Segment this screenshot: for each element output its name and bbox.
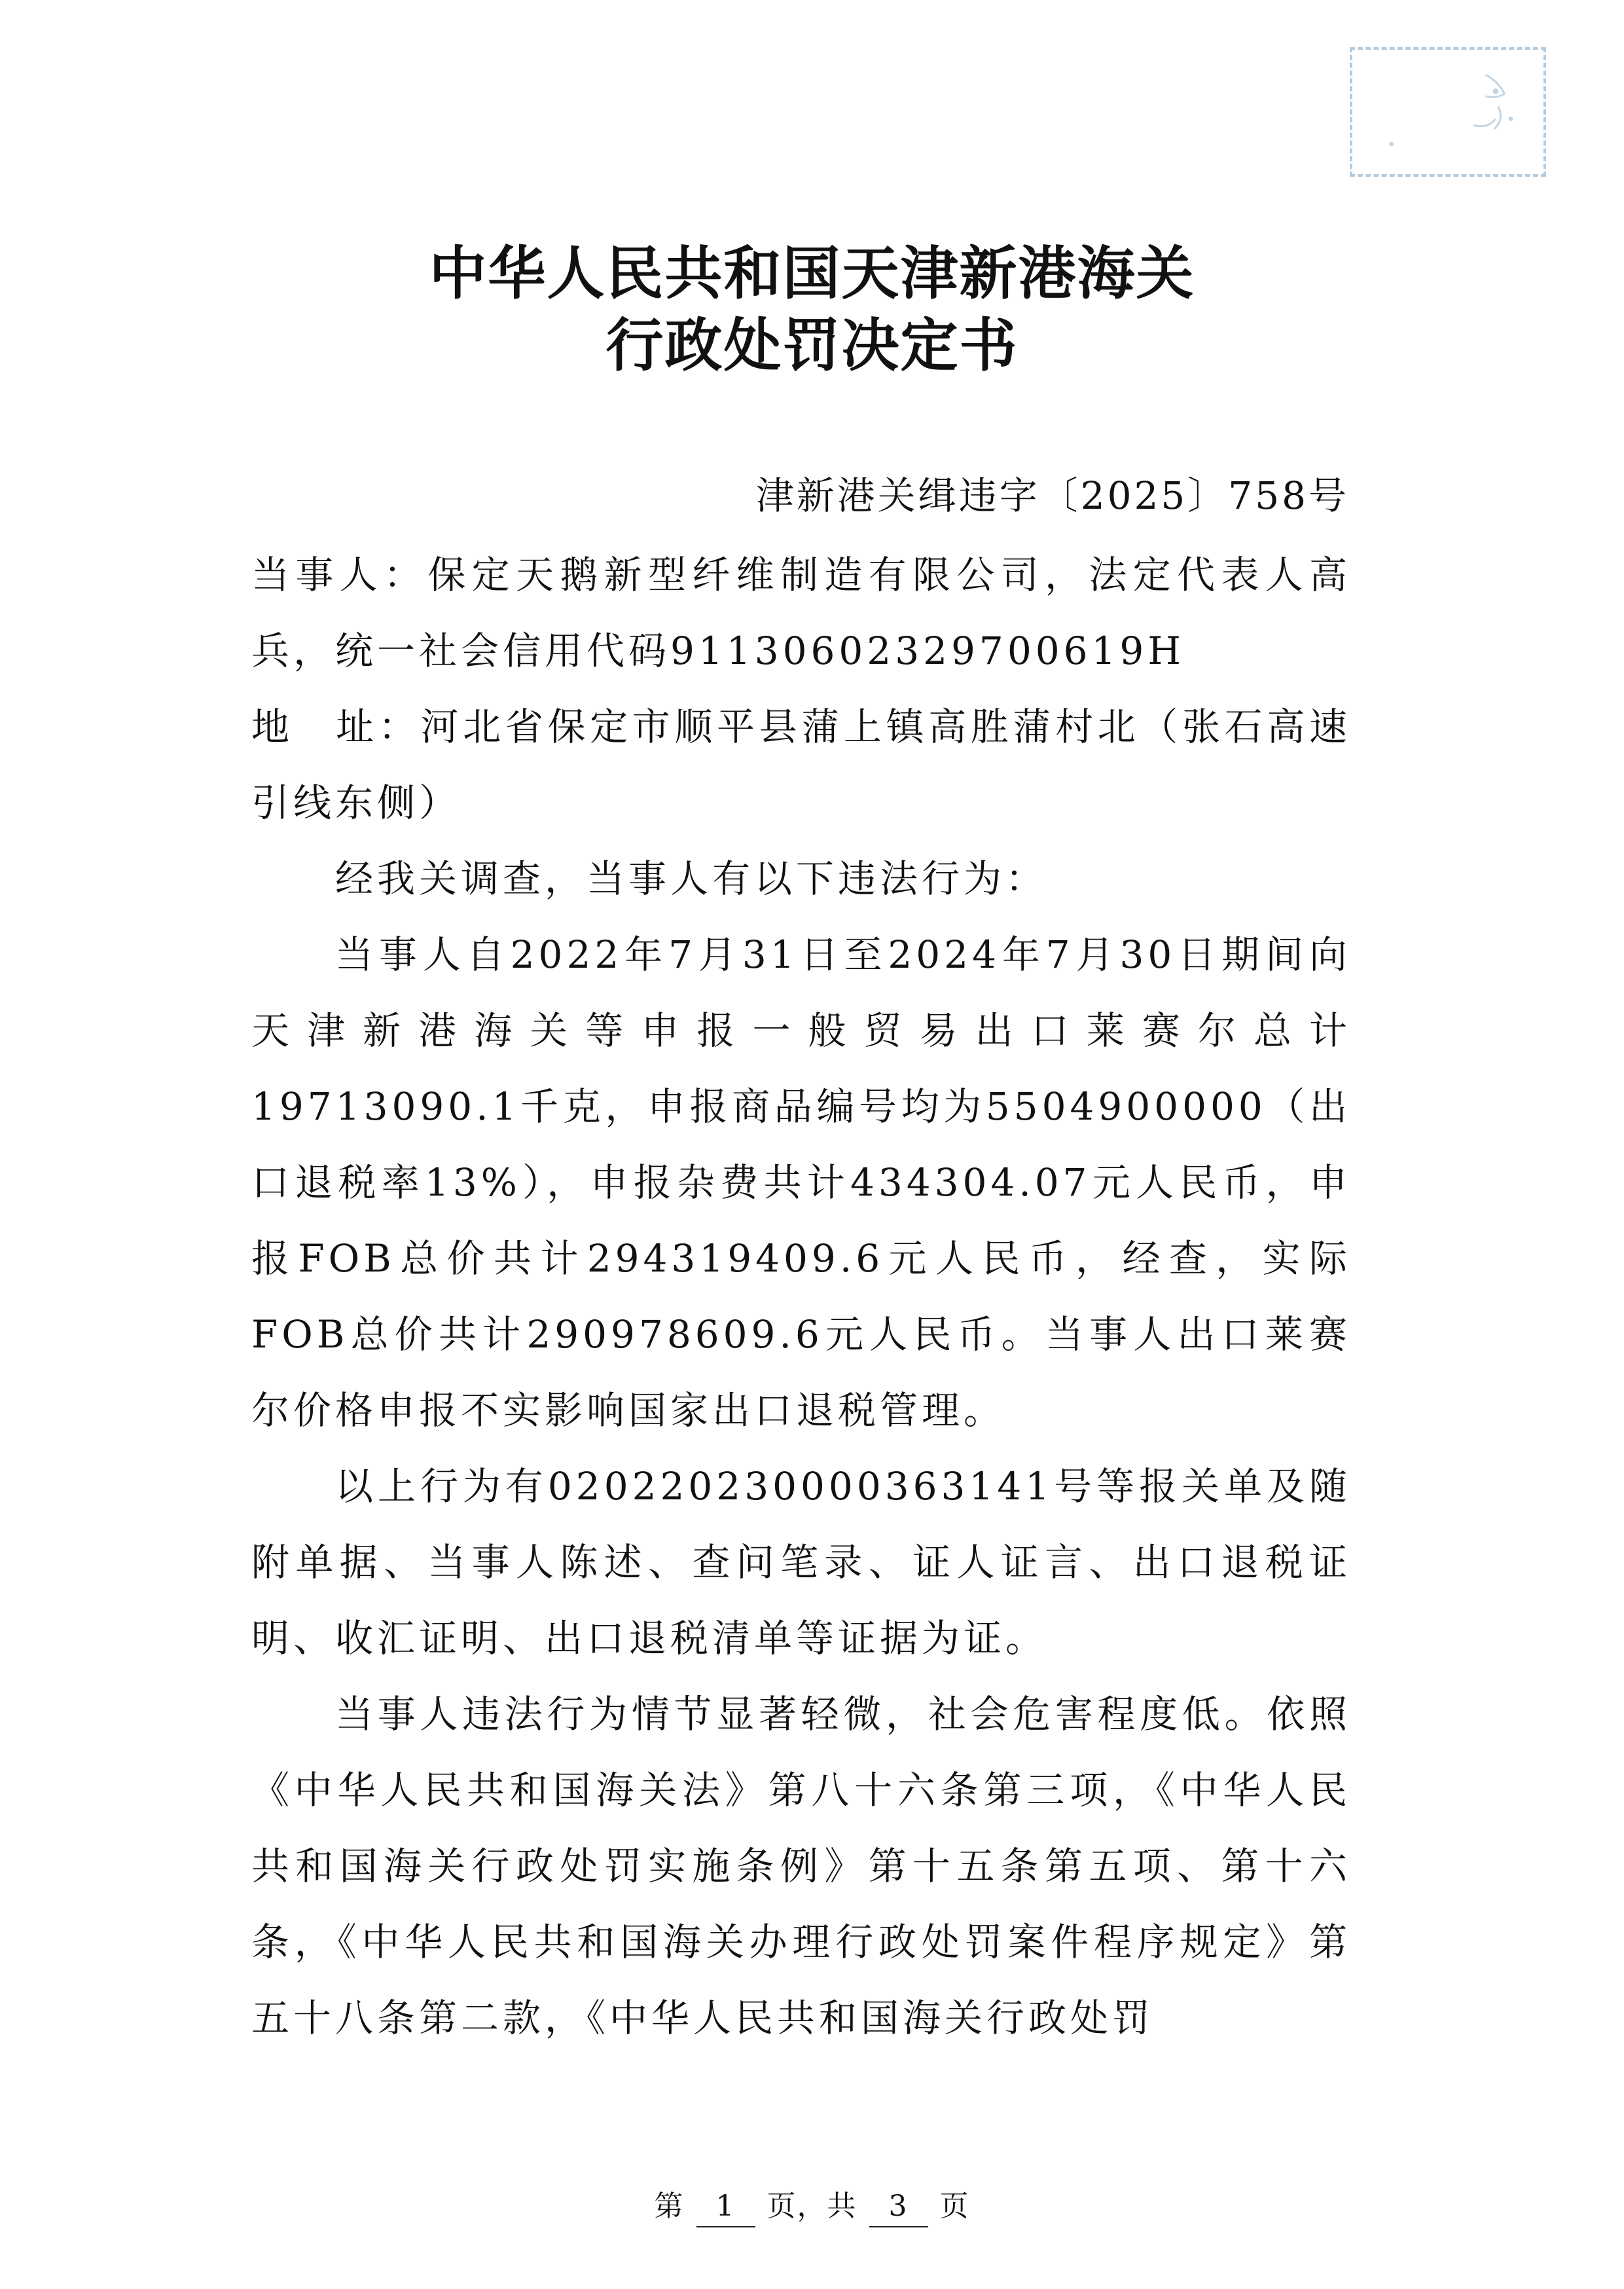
party-info: 当事人：保定天鹅新型纤维制造有限公司，法定代表人高兵，统一社会信用代码91130602329700619H <box>251 553 1351 673</box>
party-address: 地 址：河北省保定市顺平县蒲上镇高胜蒲村北（张石高速引线东侧） <box>251 705 1351 825</box>
footer-page-number: 1 <box>696 2187 755 2227</box>
seal-stamp-graphic <box>1352 50 1543 174</box>
seal-stamp <box>1350 47 1546 177</box>
paragraph-investigation: 经我关调查，当事人有以下违法行为： <box>335 856 1048 901</box>
footer-prefix: 第 <box>654 2189 685 2223</box>
document-number: 津新港关缉违字〔2025〕758号 <box>755 473 1349 518</box>
paragraph-legal-basis: 当事人违法行为情节显著轻微，社会危害程度低。依照《中华人民共和国海关法》第八十六条第三项，《中华人民共和国海关行政处罚实施条例》第十五条第五项、第十六条，《中华人民共和国海关办理行政处罚案件程序规定》第五十八条第二款，《中华人民共和国海关行政处罚 <box>251 1692 1351 2040</box>
document-body <box>251 537 1351 2056</box>
footer-total-pages: 3 <box>869 2187 928 2227</box>
document-title-line1: 中华人民共和国天津新港海关 <box>429 239 1195 307</box>
document-title-line2: 行政处罚决定书 <box>605 311 1019 379</box>
footer-middle: 页，共 <box>767 2189 857 2223</box>
page-footer <box>0 2187 1624 2227</box>
paragraph-facts: 当事人自2022年7月31日至2024年7月30日期间向天津新港海关等申报一般贸易出口莱赛尔总计19713090.1千克，申报商品编号均为5504900000（出口退税率13%），申报杂费共计434304.07元人民币，申报FOB总价共计294319409.6元人民币，经查，实际FOB总价共计290978609.6元人民币。当事人出口莱赛尔价格申报不实影响国家出口退税管理。 <box>251 932 1351 1433</box>
footer-suffix: 页 <box>939 2189 970 2223</box>
paragraph-evidence: 以上行为有020220230000363141号等报关单及随附单据、当事人陈述、查问笔录、证人证言、出口退税证明、收汇证明、出口退税清单等证据为证。 <box>251 1464 1351 1660</box>
